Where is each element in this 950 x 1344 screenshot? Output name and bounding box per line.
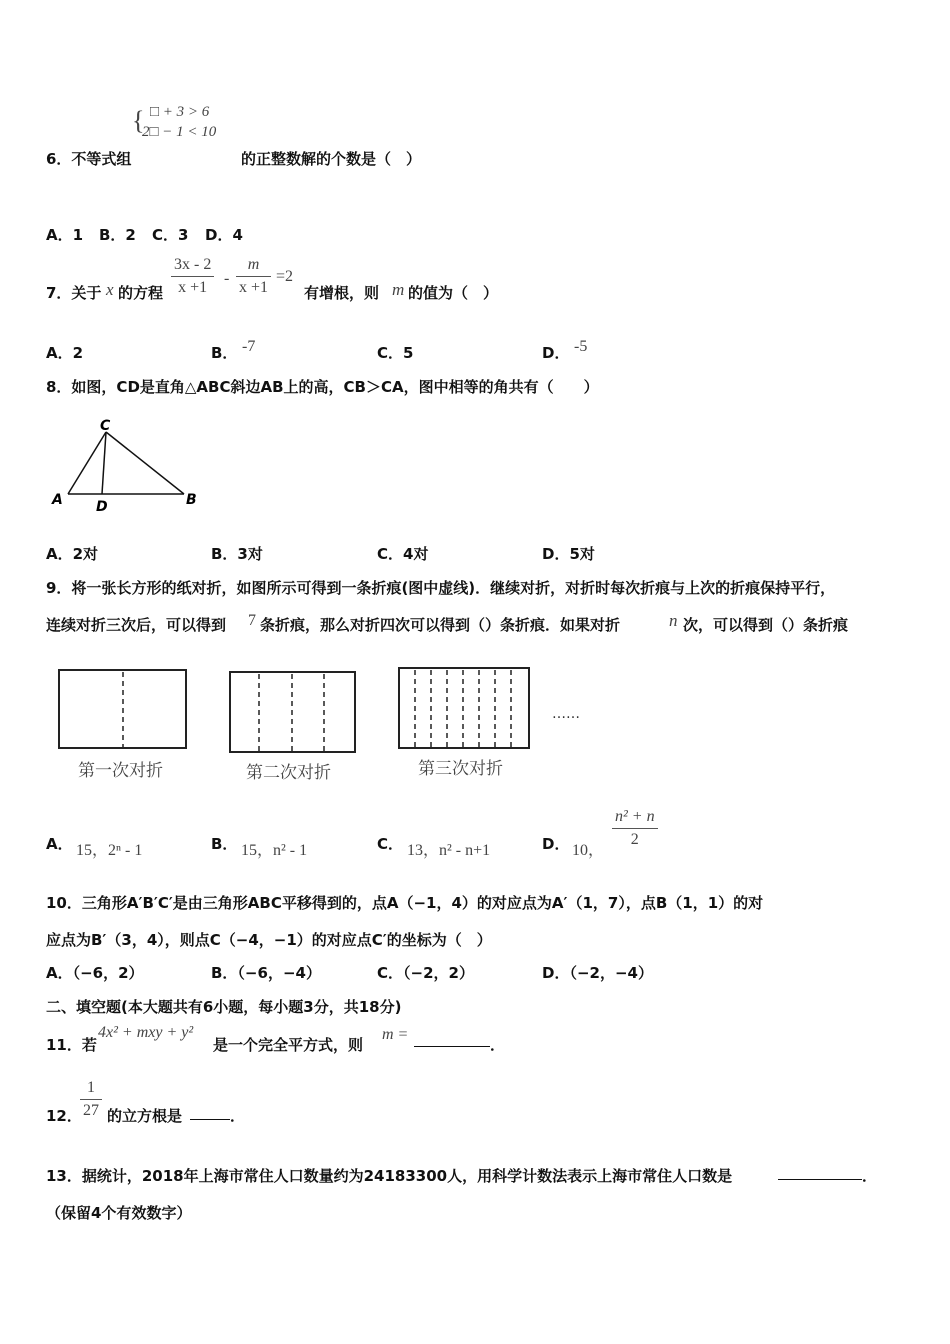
q9-caption-2: 第二次对折 [246,763,331,783]
q6-option-a: A．1 [46,226,84,244]
q7-var-x: x [106,280,114,299]
q6-option-c: C．3 [152,226,189,244]
q7-var-m: m [392,280,405,299]
q8-label-c: C [100,418,111,434]
q6-system [132,104,242,144]
q11-line [46,1022,566,1052]
q11-var: m = [382,1026,409,1043]
q10-option-a: A．（−6，2） [46,964,144,982]
q13-line2: （保留4个有效数字） [46,1204,192,1222]
q7-frac1-den: x +1 [178,279,208,296]
q9-option-c: C． [377,835,404,853]
q10-line2: 应点为B′（3，4），则点C（−4，−1）的对应点C′的坐标为（ ） [46,931,492,949]
q6-suffix: 的正整数解的个数是（ ） [241,150,422,168]
q12-den: 27 [83,1102,99,1119]
q7-mid: 的方程 [118,284,164,302]
q12-text: 的立方根是 [107,1107,183,1125]
q9-option-d-value: 10， [572,842,605,859]
q9-option-d: D． [542,835,570,853]
q12-num: 1 [80,1079,102,1100]
q9-option-d-fraction [612,808,658,849]
q11-answer-blank[interactable] [414,1032,490,1047]
q8-triangle-figure [44,414,204,514]
q11-end: ． [490,1036,506,1054]
q7-frac2-num: m [236,256,271,277]
q7-end: 的值为（ ） [408,284,499,302]
q9-option-b-value: 15，n² - 1 [241,842,308,859]
q9-ellipsis: …… [552,706,580,722]
q7-option-b-value: -7 [242,338,256,355]
q12-end: ． [230,1107,246,1125]
q8-side-ac [68,432,106,494]
q7-frac2 [236,256,271,297]
q9-line2-c: 次，可以得到（）条折痕 [683,616,849,634]
q8-side-cb [106,432,184,494]
q8-label-d: D [96,499,108,514]
q8-altitude-cd [102,432,106,494]
q7-prefix: 7．关于 [46,284,102,302]
q7-minus: - [224,270,230,287]
q11-expression: 4x² + mxy + y² [98,1024,194,1041]
q7-frac2-den: x +1 [239,279,269,296]
q12-answer-blank[interactable] [190,1105,230,1120]
q13-answer-blank[interactable] [778,1165,862,1180]
q9-paper-3 [399,668,529,748]
q7-frac1-num: 3x - 2 [171,256,214,277]
q6-option-b: B．2 [99,226,136,244]
q9-line2 [46,611,926,634]
q9-line2-num: 7 [248,612,256,629]
q7-option-d-value: -5 [574,338,588,355]
q9-option-b: B． [211,835,238,853]
q7-after: 有增根，则 [304,284,380,302]
q8-option-c: C．4对 [377,545,429,563]
q9-caption-1: 第一次对折 [78,761,163,781]
q8-option-b: B．3对 [211,545,263,563]
q8-text: 8．如图，CD是直角△ABC斜边AB上的高，CB＞CA，图中相等的角共有（ ） [46,378,599,396]
q7-equals: =2 [276,268,294,285]
q8-label-b: B [186,492,197,508]
q13-line1: 13．据统计，2018年上海市常住人口数量约为24183300人，用科学计数法表示上海市常住人口数是 [46,1167,733,1185]
q9-option-a: A． [46,835,73,853]
q9-option-a-value: 15，2ⁿ - 1 [76,842,143,859]
q12-prefix: 12． [46,1107,82,1125]
q6-system-line2: 2□ − 1 < 10 [142,124,217,140]
q9-line2-b: 条折痕，那么对折四次可以得到（）条折痕．如果对折 [260,616,621,634]
q8-option-a: A．2对 [46,545,99,563]
section-2-heading: 二、填空题(本大题共有6小题，每小题3分，共18分) [46,998,402,1016]
q6-prefix: 6．不等式组 [46,150,132,168]
q11-prefix: 11．若 [46,1036,97,1054]
q10-option-c: C．（−2，2） [377,964,474,982]
q7-option-c: C．5 [377,344,414,362]
q11-mid: 是一个完全平方式，则 [213,1036,364,1054]
q9-line1: 9．将一张长方形的纸对折，如图所示可得到一条折痕(图中虚线)．继续对折，对折时每次折痕与上次的折痕保持平行， [46,579,836,597]
q10-option-b: B．（−6，−4） [211,964,321,982]
q7-option-a: A．2 [46,344,84,362]
q6-system-line1: □ + 3 > 6 [150,104,210,120]
q10-option-d: D．（−2，−4） [542,964,653,982]
q8-label-a: A [52,492,63,508]
q7-option-d: D． [542,344,570,362]
q9-caption-3: 第三次对折 [418,759,503,779]
q10-line1: 10．三角形A′B′C′是由三角形ABC平移得到的，点A（−1，4）的对应点为A′（1，7），点B（1，1）的对 [46,894,764,912]
q9-line2-a: 连续对折三次后，可以得到 [46,616,227,634]
q12-fraction [80,1079,102,1120]
q9-line2-n: n [669,611,678,630]
q9-option-c-value: 13，n² - n+1 [407,842,491,859]
q7-option-b: B． [211,344,238,362]
q6-option-d: D．4 [205,226,243,244]
q6-brace: { [132,106,145,135]
q8-option-d: D．5对 [542,545,595,563]
q9-option-d-num: n² + n [612,808,658,829]
q7-frac1 [171,256,214,297]
q9-option-d-den: 2 [630,831,639,848]
q9-folding-figure [56,664,596,790]
q13-end: ． [862,1167,878,1185]
